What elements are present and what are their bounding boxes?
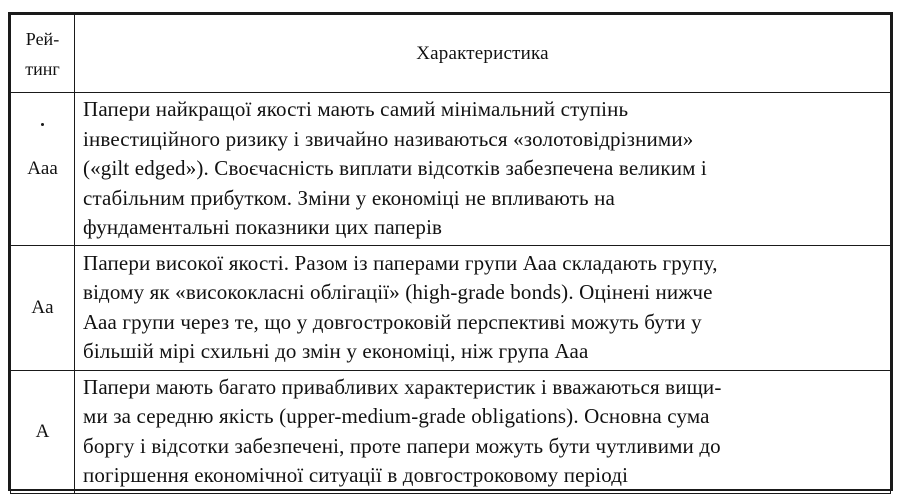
description-cell-aa xyxy=(75,245,891,370)
description-line: більшій мірі схильні до змін у економіці, ніж група Ааа xyxy=(83,339,589,363)
rating-header-line-1: Рей- xyxy=(25,28,60,49)
description-cell-aaa xyxy=(75,93,891,246)
description-line: відому як «висококласні облігації» (high-grade bonds). Оцінені нижче xyxy=(83,280,713,304)
description-line: Ааа групи через те, що у довгостроковій перспективі можуть бути у xyxy=(83,309,702,334)
rating-cell-aa: Aa xyxy=(11,245,75,370)
description-line: Папери мають багато привабливих характеристик і вважаються вищи- xyxy=(83,374,722,399)
characteristic-column-header: Характеристика xyxy=(75,15,891,93)
description-line: Папери високої якості. Разом із паперами групи Ааа складають групу, xyxy=(83,250,718,275)
description-line: Папери найкращої якості мають самий мінімальний ступінь xyxy=(83,97,629,121)
description-cell-a xyxy=(75,370,891,493)
description-line: боргу і відсотки забезпечені, проте папери можуть бути чутливими до xyxy=(83,433,721,458)
rating-cell-a: A xyxy=(11,370,75,493)
table-row-aaa xyxy=(11,93,891,246)
description-line: інвестиційного ризику і звичайно називаються «золотовідрізними» xyxy=(83,126,694,151)
description-line: погіршення економічної ситуації в довгостроковому періоді xyxy=(83,463,629,487)
description-line: стабільним прибутком. Зміни у економіці не впливають на xyxy=(83,185,615,210)
bond-rating-table-frame xyxy=(8,12,893,491)
description-line: ми за середню якість (upper-medium-grade obligations). Основна сума xyxy=(83,404,710,428)
table-row-a xyxy=(11,370,891,493)
bond-rating-table xyxy=(10,14,891,494)
table-row-aa xyxy=(11,245,891,370)
rating-column-header xyxy=(11,15,75,93)
rating-header-line-2: тинг xyxy=(25,58,60,79)
description-line: («gilt edged»). Своєчасність виплати відсотків забезпечена великим і xyxy=(83,156,707,180)
description-line: фундаментальні показники цих паперів xyxy=(83,215,443,239)
scan-speck xyxy=(41,123,44,126)
table-header-row xyxy=(11,15,891,93)
rating-cell-aaa: Aaa xyxy=(11,93,75,246)
